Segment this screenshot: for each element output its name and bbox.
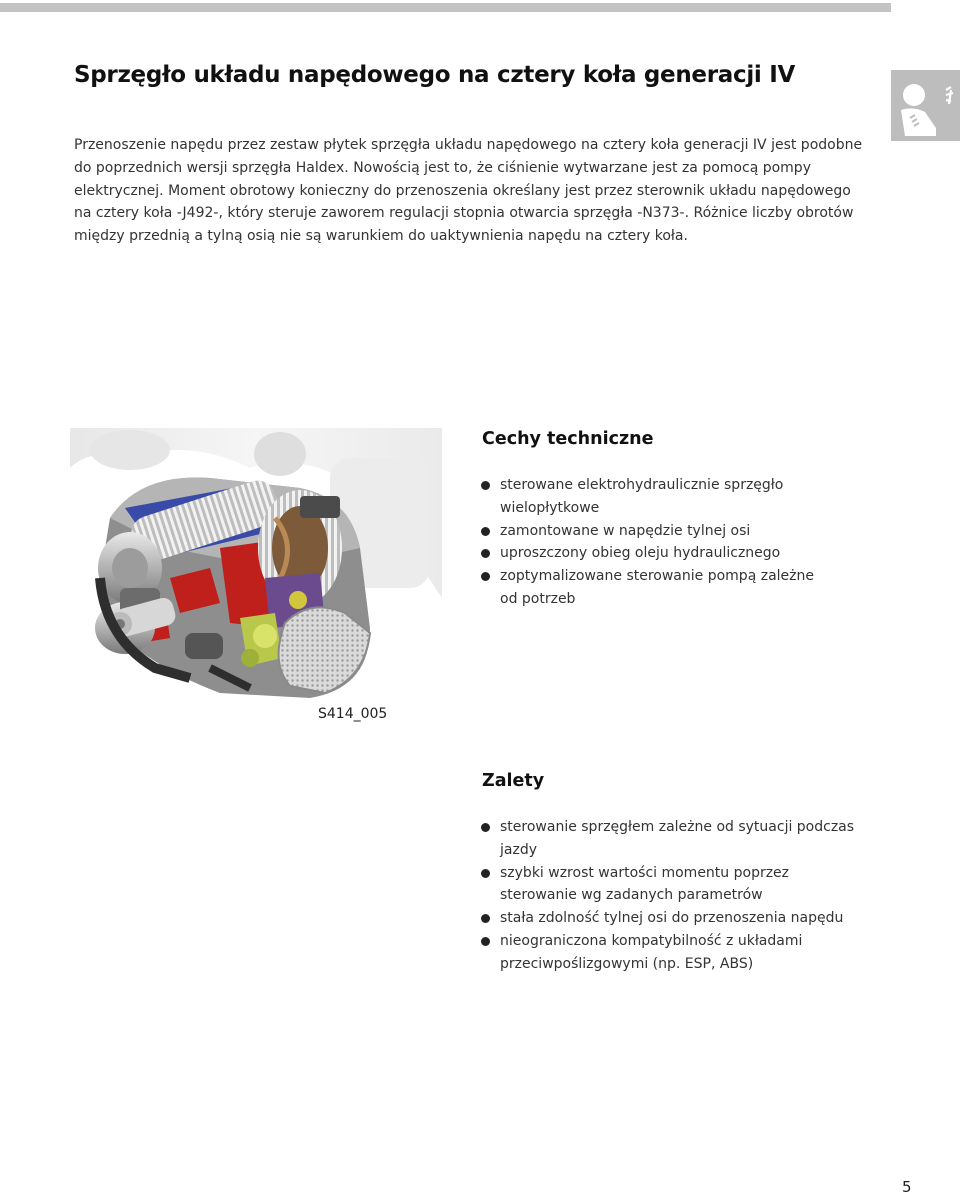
intro-line: Przenoszenie napędu przez zestaw płytek sprzęgła układu napędowego na cztery koła generacji IV jest podobne xyxy=(74,137,863,153)
list-item: stała zdolność tylnej osi do przenoszenia napędu xyxy=(480,907,880,930)
list-item: zamontowane w napędzie tylnej osi xyxy=(480,520,880,543)
bullet-icon xyxy=(481,527,490,536)
advantages-heading: Zalety xyxy=(482,771,545,791)
bullet-icon xyxy=(481,481,490,490)
bullet-icon xyxy=(481,914,490,923)
technical-features-list xyxy=(480,474,880,611)
list-item: nieograniczona kompatybilność z układami przeciwpoślizgowymi (np. ESP, ABS) xyxy=(480,930,880,976)
bullet-icon xyxy=(481,549,490,558)
technical-features-heading: Cechy techniczne xyxy=(482,429,654,449)
list-item: sterowanie sprzęgłem zależne od sytuacji podczas jazdy xyxy=(480,816,880,862)
list-item: szybki wzrost wartości momentu poprzez sterowanie wg zadanych parametrów xyxy=(480,862,880,908)
coupling-cutaway-figure xyxy=(70,428,442,710)
list-item: sterowane elektrohydraulicznie sprzęgło wielopłytkowe xyxy=(480,474,880,520)
page-title: Sprzęgło układu napędowego na cztery koła generacji IV xyxy=(74,62,795,88)
intro-line: elektrycznej. Moment obrotowy konieczny do przenoszenia określany jest przez sterownik układu napędowego xyxy=(74,182,851,199)
intro-paragraph xyxy=(74,134,863,248)
info-person-icon xyxy=(891,70,960,141)
header-bar xyxy=(0,3,891,12)
bullet-icon xyxy=(481,869,490,878)
bullet-icon xyxy=(481,823,490,832)
bullet-icon xyxy=(481,937,490,946)
figure-caption: S414_005 xyxy=(318,706,388,722)
intro-line: do poprzednich wersji sprzęgła Haldex. Nowością jest to, że ciśnienie wytwarzane jest za pomocą pompy xyxy=(74,159,811,176)
intro-line: między przednią a tylną osią nie są warunkiem do uaktywnienia napędu na cztery koła. xyxy=(74,228,688,245)
advantages-list xyxy=(480,816,880,976)
list-item: uproszczony obieg oleju hydraulicznego xyxy=(480,542,880,565)
intro-line: na cztery koła -J492-, który steruje zaworem regulacji stopnia otwarcia sprzęgła -N373-. Różnice liczby obrotów xyxy=(74,205,854,222)
page-number: 5 xyxy=(902,1178,912,1196)
bullet-icon xyxy=(481,572,490,581)
haldex-coupling-cutaway-illustration xyxy=(70,428,442,710)
list-item: zoptymalizowane sterowanie pompą zależne od potrzeb xyxy=(480,565,880,611)
